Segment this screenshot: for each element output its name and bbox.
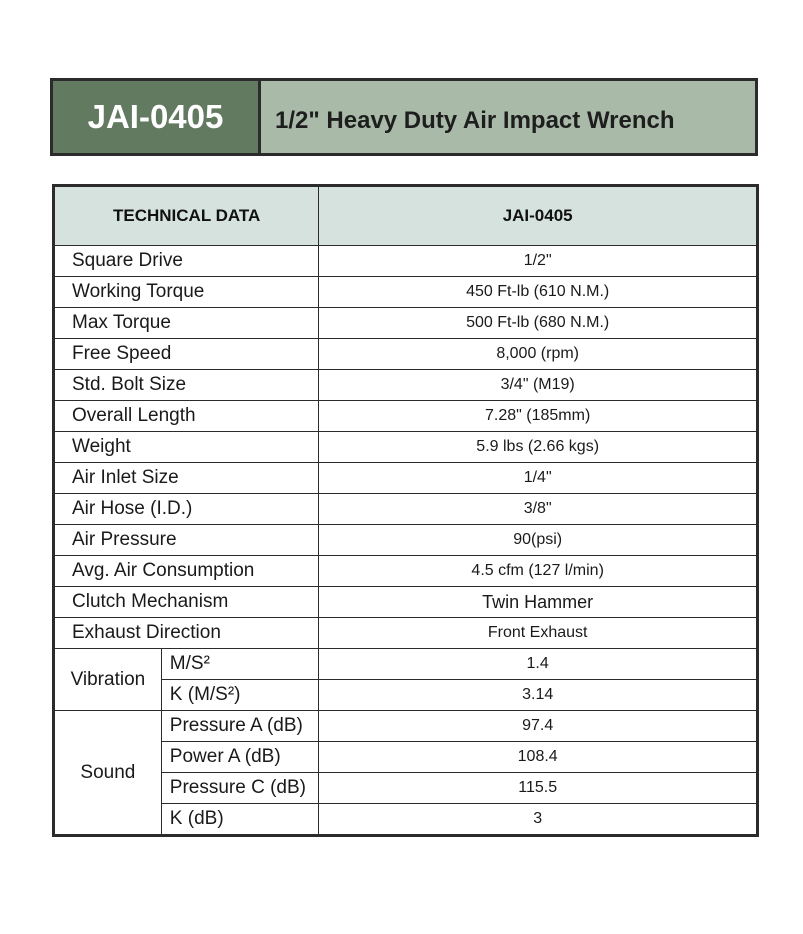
table-row (54, 525, 758, 556)
row-value: 90(psi) (319, 525, 758, 556)
row-label: Air Inlet Size (54, 463, 319, 494)
row-value: 3/4" (M19) (319, 370, 758, 401)
row-sublabel: K (M/S²) (161, 680, 319, 711)
row-value: 4.5 cfm (127 l/min) (319, 556, 758, 587)
row-value: 1/4" (319, 463, 758, 494)
table-row (54, 463, 758, 494)
row-value: 1.4 (319, 649, 758, 680)
row-sublabel: Power A (dB) (161, 742, 319, 773)
table-row (54, 401, 758, 432)
row-value: 108.4 (319, 742, 758, 773)
model-number: JAI-0405 (53, 81, 261, 153)
row-label: Exhaust Direction (54, 618, 319, 649)
row-label: Square Drive (54, 246, 319, 277)
row-sublabel: M/S² (161, 649, 319, 680)
row-sublabel: K (dB) (161, 804, 319, 836)
group-label-sound: Sound (54, 711, 162, 836)
table-row (54, 432, 758, 463)
product-name: 1/2" Heavy Duty Air Impact Wrench (261, 81, 755, 153)
row-value: 115.5 (319, 773, 758, 804)
row-label: Overall Length (54, 401, 319, 432)
table-row (54, 711, 758, 742)
row-value: Front Exhaust (319, 618, 758, 649)
table-row (54, 587, 758, 618)
table-row (54, 649, 758, 680)
row-label: Max Torque (54, 308, 319, 339)
table-row (54, 556, 758, 587)
row-label: Std. Bolt Size (54, 370, 319, 401)
row-value: 450 Ft-lb (610 N.M.) (319, 277, 758, 308)
table-row (54, 494, 758, 525)
table-row (54, 277, 758, 308)
row-value: 8,000 (rpm) (319, 339, 758, 370)
row-value: Twin Hammer (319, 587, 758, 618)
row-value: 3 (319, 804, 758, 836)
row-value: 1/2" (319, 246, 758, 277)
table-row (54, 618, 758, 649)
table-row (54, 308, 758, 339)
table-header-row (54, 186, 758, 246)
title-bar (50, 78, 758, 156)
row-label: Air Pressure (54, 525, 319, 556)
row-value: 500 Ft-lb (680 N.M.) (319, 308, 758, 339)
table-row (54, 339, 758, 370)
row-sublabel: Pressure C (dB) (161, 773, 319, 804)
row-label: Air Hose (I.D.) (54, 494, 319, 525)
row-label: Avg. Air Consumption (54, 556, 319, 587)
header-technical-data: TECHNICAL DATA (54, 186, 319, 246)
row-value: 5.9 lbs (2.66 kgs) (319, 432, 758, 463)
table-row (54, 370, 758, 401)
row-value: 3/8" (319, 494, 758, 525)
row-value: 7.28" (185mm) (319, 401, 758, 432)
technical-data-table (52, 184, 759, 837)
row-label: Weight (54, 432, 319, 463)
table-row (54, 246, 758, 277)
row-value: 3.14 (319, 680, 758, 711)
group-label-vibration: Vibration (54, 649, 162, 711)
row-label: Clutch Mechanism (54, 587, 319, 618)
row-sublabel: Pressure A (dB) (161, 711, 319, 742)
row-label: Working Torque (54, 277, 319, 308)
header-model: JAI-0405 (319, 186, 758, 246)
row-label: Free Speed (54, 339, 319, 370)
row-value: 97.4 (319, 711, 758, 742)
